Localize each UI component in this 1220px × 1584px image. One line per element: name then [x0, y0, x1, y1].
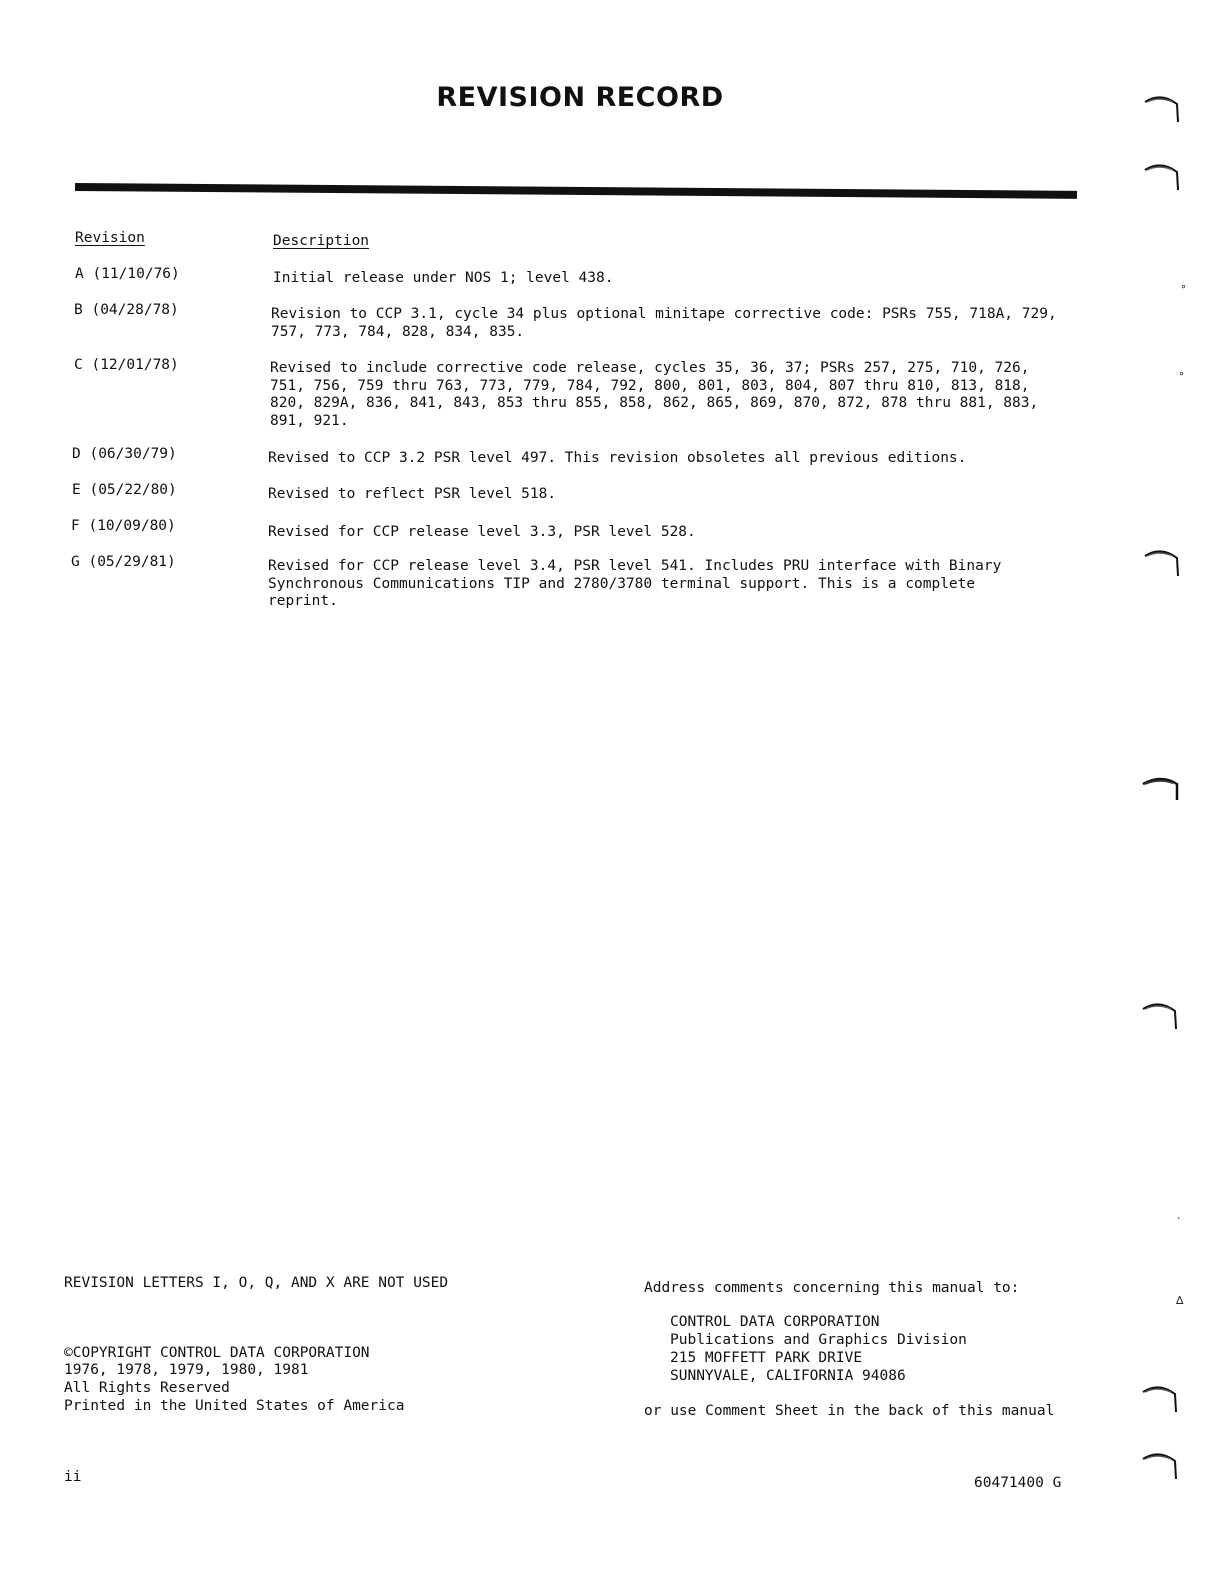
binder-hole-mark-icon: [1143, 94, 1181, 120]
revision-description: Revised for CCP release level 3.3, PSR level 528.: [268, 524, 696, 540]
printed-line: Printed in the United States of America: [64, 1398, 405, 1414]
page-number: ii: [64, 1469, 82, 1485]
speck-mark: ∆: [1176, 1294, 1184, 1307]
revision-description: Revised to include corrective code release, cycles 35, 36, 37; PSRs 257, 275, 710, 726, 751, 756, 759 thru 763, 773, 779, 784, 792, 800, 801, 803, 804, 807 thru 810, 813, 818, 820, 829A, 836, 841, 843, 853 thru 855, 858, 862, 865, 869, 870, 872, 878 thru 881, 883, 891, 921.: [270, 360, 1039, 429]
revision-label: D (06/30/79): [72, 446, 177, 462]
binder-hole-mark-icon: [1141, 1451, 1179, 1477]
revision-label: E (05/22/80): [72, 482, 177, 498]
binder-hole-mark-icon: [1141, 774, 1179, 800]
revision-label: A (11/10/76): [75, 266, 180, 282]
unused-letters-note: REVISION LETTERS I, O, Q, AND X ARE NOT USED: [64, 1275, 449, 1291]
address-intro: Address comments concerning this manual to:: [644, 1280, 1020, 1296]
address-line: CONTROL DATA CORPORATION: [670, 1314, 880, 1330]
revision-label: C (12/01/78): [74, 357, 179, 373]
binder-hole-mark-icon: [1141, 1384, 1179, 1410]
document-number: 60471400 G: [974, 1475, 1062, 1491]
binder-hole-mark-icon: [1141, 1001, 1179, 1027]
address-line: 215 MOFFETT PARK DRIVE: [670, 1350, 863, 1366]
revision-description: Revised to reflect PSR level 518.: [268, 486, 557, 502]
revision-description: Initial release under NOS 1; level 438.: [273, 270, 614, 286]
column-header-revision: Revision: [75, 230, 145, 246]
copyright-years: 1976, 1978, 1979, 1980, 1981: [64, 1362, 309, 1378]
address-line: Publications and Graphics Division: [670, 1332, 967, 1348]
address-line: SUNNYVALE, CALIFORNIA 94086: [670, 1368, 906, 1384]
speck-mark: ∘: [1180, 280, 1187, 293]
rights-line: All Rights Reserved: [64, 1380, 230, 1396]
revision-label: F (10/09/80): [71, 518, 176, 534]
revision-description: Revised for CCP release level 3.4, PSR level 541. Includes PRU interface with Binary Synchronous Communications TIP and 2780/3780 terminal support. This is a complete reprint.: [268, 558, 1002, 609]
revision-description: Revised to CCP 3.2 PSR level 497. This revision obsoletes all previous editions.: [268, 450, 967, 466]
speck-mark: ∘: [1178, 367, 1185, 380]
binder-hole-mark-icon: [1143, 162, 1181, 188]
speck-mark: ·: [1177, 1212, 1181, 1225]
revision-label: B (04/28/78): [74, 302, 179, 318]
page-title: REVISION RECORD: [436, 82, 724, 113]
column-header-description: Description: [273, 233, 370, 249]
revision-label: G (05/29/81): [71, 554, 176, 570]
binder-hole-mark-icon: [1143, 548, 1181, 574]
revision-description: Revision to CCP 3.1, cycle 34 plus optional minitape corrective code: PSRs 755, 718A, 729, 757, 773, 784, 828, 834, 835.: [271, 306, 1057, 340]
comment-sheet-note: or use Comment Sheet in the back of this manual: [644, 1403, 1055, 1419]
copyright-line: ©COPYRIGHT CONTROL DATA CORPORATION: [64, 1345, 370, 1361]
title-rule: [75, 183, 1077, 199]
